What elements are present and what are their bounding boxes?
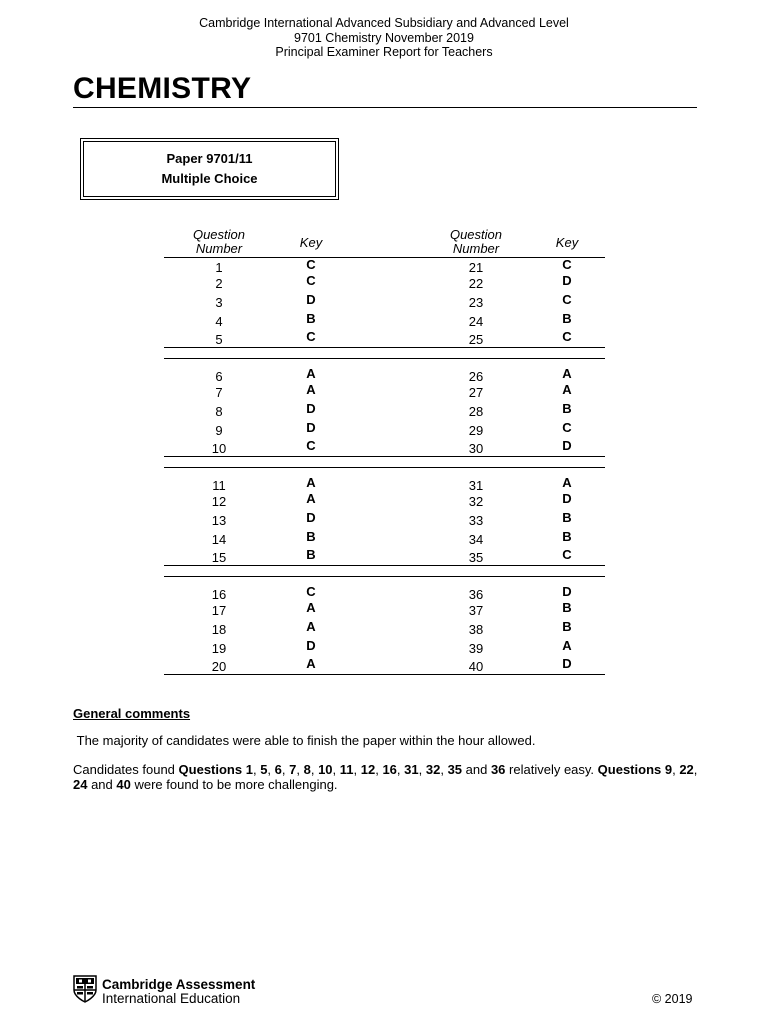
paragraph-text-run: , xyxy=(396,762,405,777)
question-number-cell: 39 xyxy=(468,641,484,656)
answer-key-cell: D xyxy=(306,638,316,653)
header-number-word: Number xyxy=(452,241,500,256)
paragraph-text-run: , xyxy=(672,762,680,777)
group-top-rule xyxy=(164,358,605,359)
general-comments-paragraph-1 xyxy=(73,734,703,749)
question-number-cell: 11 xyxy=(212,478,226,493)
question-number-cell: 28 xyxy=(468,404,484,419)
paragraph-text-run: , xyxy=(353,762,361,777)
header-line-2: 9701 Chemistry November 2019 xyxy=(294,30,474,45)
answer-key-cell: A xyxy=(306,366,316,381)
answer-key-cell: A xyxy=(306,491,316,506)
question-reference: 32 xyxy=(425,762,441,777)
question-number-cell: 3 xyxy=(215,295,223,310)
question-reference: 7 xyxy=(289,762,297,777)
answer-key-cell: A xyxy=(306,619,316,634)
answer-key-cell: C xyxy=(562,257,572,272)
answer-key-cell: D xyxy=(562,491,572,506)
question-reference: 24 xyxy=(73,776,88,792)
question-number-cell: 19 xyxy=(211,641,227,656)
question-number-cell: 5 xyxy=(215,332,223,347)
answer-key-cell: A xyxy=(306,600,316,615)
question-number-cell: 12 xyxy=(211,494,227,509)
answer-key-cell: C xyxy=(562,292,572,307)
question-number-cell: 38 xyxy=(468,622,484,637)
answer-key-cell: D xyxy=(306,420,316,435)
answer-key-cell: B xyxy=(562,401,572,416)
question-number-cell: 22 xyxy=(468,276,484,291)
question-number-cell: 17 xyxy=(211,603,227,618)
logo-line-2: International Education xyxy=(102,990,241,1006)
answer-key-cell: A xyxy=(562,382,572,397)
question-number-cell: 31 xyxy=(468,478,484,493)
answer-key-cell: D xyxy=(306,292,316,307)
question-number-cell: 8 xyxy=(215,404,223,419)
title-rule xyxy=(73,107,697,108)
question-reference: Questions 1 xyxy=(178,762,253,777)
document-header xyxy=(0,16,768,60)
answer-key-cell: D xyxy=(562,273,572,288)
answer-key-cell: B xyxy=(306,529,316,544)
paragraph-text-run: , xyxy=(418,762,426,777)
general-comments-heading: General comments xyxy=(73,706,191,721)
question-reference: Questions 9 xyxy=(597,762,673,777)
question-number-cell: 9 xyxy=(215,423,223,438)
paragraph-text-run: , xyxy=(252,762,261,777)
general-comments-paragraph-2 xyxy=(73,763,703,792)
paragraph-text-run: , xyxy=(332,762,340,777)
answer-key-cell: C xyxy=(562,420,572,435)
cambridge-shield-icon xyxy=(73,975,97,1008)
paragraph-1-text: The majority of candidates were able to finish the paper within the hour allowed. xyxy=(76,733,536,748)
header-key-right: Key xyxy=(555,235,579,250)
question-number-cell: 20 xyxy=(211,659,227,674)
answer-key-cell: A xyxy=(562,366,572,381)
answer-key-cell: D xyxy=(306,510,316,525)
answer-key-cell: B xyxy=(562,600,572,615)
paragraph-text-run: , xyxy=(267,762,275,777)
answer-key-cell: D xyxy=(562,656,572,671)
header-key-left: Key xyxy=(299,235,323,250)
header-number-word: Number xyxy=(195,241,243,256)
question-number-cell: 10 xyxy=(211,441,227,456)
header-question-number-left xyxy=(164,228,274,256)
answer-key-cell: C xyxy=(306,329,316,344)
question-number-cell: 37 xyxy=(468,603,484,618)
paper-code: Paper 9701/11 xyxy=(166,151,253,166)
answer-key-cell: A xyxy=(562,638,572,653)
paragraph-text-run: , xyxy=(310,762,319,777)
answer-key-cell: B xyxy=(562,529,572,544)
paragraph-text-run: , xyxy=(693,762,698,777)
question-reference: 6 xyxy=(274,762,282,777)
paper-type: Multiple Choice xyxy=(161,171,258,186)
question-reference: 35 xyxy=(447,762,463,777)
paragraph-text-run: , xyxy=(375,762,383,777)
question-number-cell: 15 xyxy=(211,550,227,565)
question-number-cell: 32 xyxy=(468,494,484,509)
paragraph-text-run: relatively easy. xyxy=(505,762,598,777)
question-reference: 36 xyxy=(490,762,506,777)
paragraph-text-run: , xyxy=(440,762,448,777)
question-reference: 40 xyxy=(116,776,131,792)
question-number-cell: 26 xyxy=(468,369,484,384)
paragraph-text-run: , xyxy=(281,762,290,777)
group-bottom-rule xyxy=(164,456,605,457)
cambridge-logo xyxy=(73,975,255,1008)
logo-text xyxy=(102,978,255,1006)
group-bottom-rule xyxy=(164,347,605,348)
answer-key-cell: B xyxy=(562,510,572,525)
question-reference: 12 xyxy=(360,762,376,777)
question-number-cell: 21 xyxy=(468,260,484,275)
answer-key-cell: A xyxy=(306,382,316,397)
group-top-rule xyxy=(164,576,605,577)
question-number-cell: 40 xyxy=(468,659,484,674)
question-number-cell: 24 xyxy=(468,314,484,329)
question-number-cell: 7 xyxy=(215,385,223,400)
answer-key-cell: C xyxy=(562,329,572,344)
question-number-cell: 1 xyxy=(215,260,223,275)
paper-info-box xyxy=(80,138,339,200)
paper-info-inner xyxy=(83,141,336,197)
question-reference: 8 xyxy=(303,762,311,777)
question-number-cell: 33 xyxy=(468,513,484,528)
paragraph-text-run: and xyxy=(87,776,117,792)
question-number-cell: 6 xyxy=(215,369,223,384)
paragraph-text-run: were found to be more challenging. xyxy=(130,776,338,792)
question-number-cell: 30 xyxy=(468,441,484,456)
answer-key-cell: C xyxy=(562,547,572,562)
question-number-cell: 34 xyxy=(468,532,484,547)
question-number-cell: 16 xyxy=(211,587,227,602)
question-reference: 22 xyxy=(679,762,694,777)
question-number-cell: 35 xyxy=(468,550,484,565)
table-header-rule xyxy=(164,257,605,258)
answer-key-cell: A xyxy=(306,656,316,671)
question-number-cell: 23 xyxy=(468,295,484,310)
question-number-cell: 27 xyxy=(468,385,484,400)
answer-key-cell: D xyxy=(306,401,316,416)
copyright: © 2019 xyxy=(652,992,693,1006)
question-reference: 11 xyxy=(339,762,354,777)
header-line-1: Cambridge International Advanced Subsidiary and Advanced Level xyxy=(199,16,569,30)
question-reference: 16 xyxy=(382,762,397,777)
group-bottom-rule xyxy=(164,674,605,675)
question-number-cell: 4 xyxy=(215,314,223,329)
answer-key-cell: B xyxy=(306,547,316,562)
answer-key-cell: B xyxy=(562,311,572,326)
question-number-cell: 13 xyxy=(211,513,227,528)
header-question-word: Question xyxy=(192,227,246,242)
question-reference: 10 xyxy=(318,762,333,777)
answer-key-cell: C xyxy=(306,257,316,272)
header-question-word: Question xyxy=(449,227,503,242)
answer-key-cell: D xyxy=(562,584,572,599)
page-title: CHEMISTRY xyxy=(73,72,252,105)
answer-key-cell: C xyxy=(306,438,316,453)
question-reference: 5 xyxy=(260,762,268,777)
paragraph-text-run: and xyxy=(462,762,491,777)
question-number-cell: 25 xyxy=(468,332,484,347)
group-top-rule xyxy=(164,467,605,468)
answer-key-cell: C xyxy=(306,273,316,288)
question-number-cell: 18 xyxy=(211,622,227,637)
header-question-number-right xyxy=(421,228,531,256)
paragraph-text-run: Candidates found xyxy=(73,762,179,777)
group-bottom-rule xyxy=(164,565,605,566)
answer-key-cell: B xyxy=(306,311,316,326)
question-number-cell: 36 xyxy=(468,587,484,602)
paragraph-text-run: , xyxy=(296,762,304,777)
header-line-3: Principal Examiner Report for Teachers xyxy=(275,45,493,59)
answer-key-cell: D xyxy=(562,438,572,453)
answer-key-cell: B xyxy=(562,619,572,634)
question-number-cell: 29 xyxy=(468,423,484,438)
answer-key-cell: A xyxy=(562,475,572,490)
answer-key-cell: C xyxy=(306,584,316,599)
question-number-cell: 2 xyxy=(215,276,223,291)
answer-key-cell: A xyxy=(306,475,316,490)
question-reference: 31 xyxy=(404,762,419,777)
logo-line-1: Cambridge Assessment xyxy=(102,976,256,992)
question-number-cell: 14 xyxy=(211,532,227,547)
